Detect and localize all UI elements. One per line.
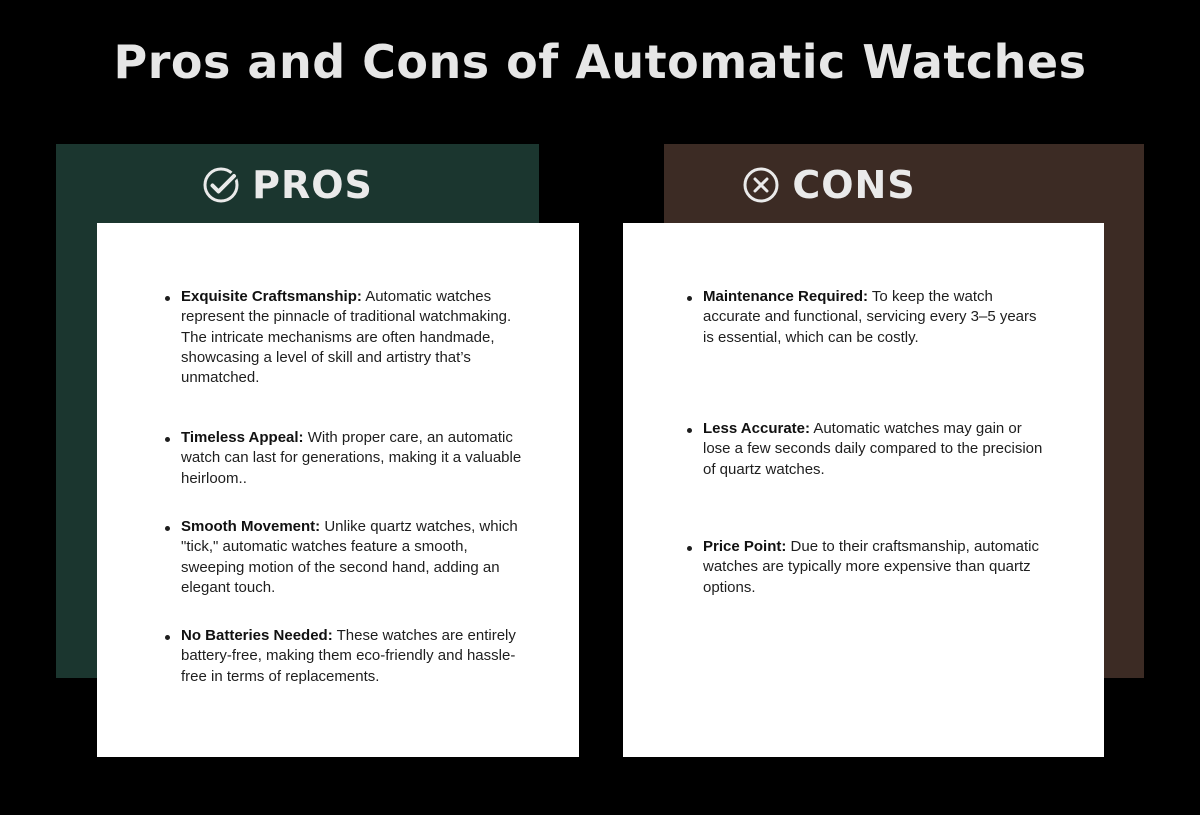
item-label: Maintenance Required: [703, 288, 869, 305]
item-text: These watches are entirely battery-free, making them eco-friendly and hassle-free in terms of replacements. [181, 627, 516, 685]
pros-list-item [181, 428, 523, 489]
bullet-icon [687, 546, 692, 551]
cons-card [623, 223, 1104, 757]
pros-heading: PROS [252, 163, 373, 207]
pros-list-item [181, 287, 523, 388]
cons-heading: CONS [792, 163, 916, 207]
item-text: Unlike quartz watches, which "tick," automatic watches feature a smooth, sweeping motion of the second hand, adding an elegant touch. [181, 518, 518, 596]
bullet-icon [687, 296, 692, 301]
item-label: Less Accurate: [703, 420, 810, 437]
item-label: Smooth Movement: [181, 518, 321, 535]
cons-list-item [703, 419, 1044, 480]
check-circle-icon [202, 166, 252, 204]
item-text: Automatic watches may gain or lose a few seconds daily compared to the precision of quartz watches. [703, 420, 1043, 478]
page-title: Pros and Cons of Automatic Watches [113, 35, 1087, 89]
item-text: To keep the watch accurate and functional, servicing every 3–5 years is essential, which can be costly. [703, 288, 1037, 346]
pros-list-item [181, 517, 523, 598]
item-label: Price Point: [703, 538, 787, 555]
item-label: Timeless Appeal: [181, 429, 304, 446]
cons-list-item [703, 287, 1044, 348]
item-text: Due to their craftsmanship, automatic watches are typically more expensive than quartz options. [703, 538, 1039, 596]
bullet-icon [687, 428, 692, 433]
pros-header [56, 160, 519, 210]
item-text: With proper care, an automatic watch can last for generations, making it a valuable heirloom.. [181, 429, 522, 487]
x-circle-icon [742, 166, 792, 204]
bullet-icon [165, 437, 170, 442]
bullet-icon [165, 635, 170, 640]
cons-header [664, 160, 994, 210]
pros-list-item [181, 626, 523, 687]
cons-list-item [703, 537, 1044, 598]
pros-card [97, 223, 579, 757]
bullet-icon [165, 526, 170, 531]
item-text: Automatic watches represent the pinnacle of traditional watchmaking. The intricate mechanisms are often handmade, showcasing a level of skill and artistry that’s unmatched. [181, 288, 512, 387]
item-label: No Batteries Needed: [181, 627, 333, 644]
item-label: Exquisite Craftsmanship: [181, 288, 362, 305]
bullet-icon [165, 296, 170, 301]
